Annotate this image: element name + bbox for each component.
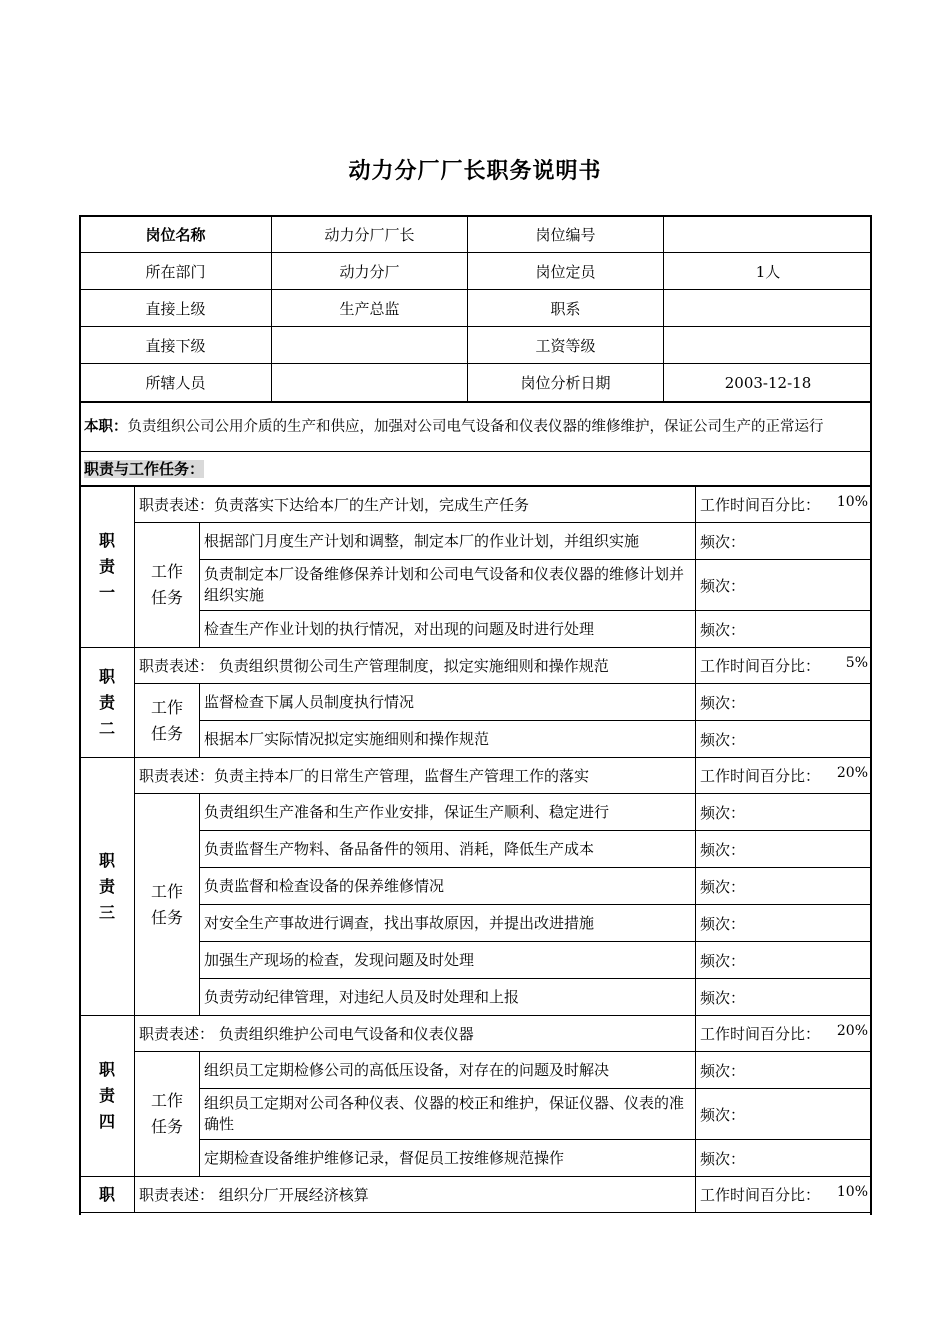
task-text: 加强生产现场的检查，发现问题及时处理	[200, 942, 696, 979]
task-label	[135, 523, 200, 648]
task-frequency: 频次：	[696, 1052, 872, 1089]
info-value-cell	[272, 364, 468, 402]
task-label-word: 任务	[150, 907, 183, 927]
task-label-word: 工作	[150, 881, 183, 901]
duty-label-char: 职	[98, 531, 115, 550]
info-label-cell: 岗位名称	[80, 216, 272, 253]
duty-label-char: 职	[98, 1060, 115, 1079]
task-text: 组织员工定期对公司各种仪表、仪器的校正和维护，保证仪器、仪表的准确性	[200, 1089, 696, 1140]
task-frequency: 频次：	[696, 1089, 872, 1140]
info-value-cell	[664, 290, 873, 327]
task-row	[80, 1052, 873, 1089]
task-label	[135, 794, 200, 1016]
info-row	[80, 290, 873, 327]
info-row	[80, 216, 873, 253]
task-frequency: 频次：	[696, 831, 872, 868]
task-frequency: 频次：	[696, 560, 872, 611]
duty-time-percent	[696, 1177, 872, 1213]
task-frequency: 频次：	[696, 611, 872, 648]
duty-label	[80, 758, 135, 1016]
duty-label	[80, 1177, 135, 1213]
duty-desc-row	[80, 1177, 873, 1213]
task-text: 负责组织生产准备和生产作业安排，保证生产顺利、稳定进行	[200, 794, 696, 831]
duty-time-percent	[696, 758, 872, 794]
task-label	[135, 1052, 200, 1177]
task-label-word: 工作	[150, 1091, 183, 1110]
task-text: 监督检查下属人员制度执行情况	[200, 684, 696, 721]
info-value-cell: 1人	[664, 253, 873, 290]
duty-label	[80, 1016, 135, 1177]
task-frequency: 频次：	[696, 523, 872, 560]
task-frequency: 频次：	[696, 868, 872, 905]
task-frequency: 频次：	[696, 684, 872, 721]
task-row	[80, 684, 873, 721]
info-row	[80, 364, 873, 402]
task-text: 负责监督生产物料、备品备件的领用、消耗，降低生产成本	[200, 831, 696, 868]
task-text: 负责劳动纪律管理，对违纪人员及时处理和上报	[200, 979, 696, 1016]
task-frequency: 频次：	[696, 942, 872, 979]
info-label-cell: 所在部门	[80, 253, 272, 290]
info-value-cell	[272, 327, 468, 364]
info-value-cell: 动力分厂厂长	[272, 216, 468, 253]
info-label-cell: 直接下级	[80, 327, 272, 364]
info-label-cell: 岗位定员	[468, 253, 664, 290]
info-value-cell: 2003-12-18	[664, 364, 873, 402]
task-label-word: 任务	[150, 588, 183, 607]
info-label-cell: 所辖人员	[80, 364, 272, 402]
duty-description: 职责表述： 组织分厂开展经济核算	[135, 1177, 696, 1213]
task-label-word: 工作	[150, 562, 183, 581]
mission-cell	[80, 403, 872, 452]
info-value-cell: 生产总监	[272, 290, 468, 327]
duty-label-char: 四	[98, 1112, 115, 1131]
duty-label-char: 二	[98, 718, 115, 738]
duty-time-percent	[696, 648, 872, 684]
duty-description: 职责表述：负责主持本厂的日常生产管理，监督生产管理工作的落实	[135, 758, 696, 794]
task-label-word: 任务	[150, 1117, 183, 1136]
time-percent-value: 5%	[845, 655, 869, 671]
duty-label	[80, 487, 135, 648]
task-text: 根据本厂实际情况拟定实施细则和操作规范	[200, 721, 696, 758]
task-label	[135, 684, 200, 758]
task-label-word: 工作	[150, 697, 183, 717]
info-value-cell	[664, 327, 873, 364]
time-percent-label: 工作时间百分比：	[700, 1025, 821, 1043]
info-row	[80, 327, 873, 364]
task-row	[80, 523, 873, 560]
info-label-cell: 岗位编号	[468, 216, 664, 253]
info-label-cell: 工资等级	[468, 327, 664, 364]
task-text: 负责监督和检查设备的保养维修情况	[200, 868, 696, 905]
info-label-cell: 岗位分析日期	[468, 364, 664, 402]
duty-label	[80, 648, 135, 758]
time-percent-label: 工作时间百分比：	[700, 496, 821, 514]
task-frequency: 频次：	[696, 794, 872, 831]
task-frequency: 频次：	[696, 1140, 872, 1177]
time-percent-value: 20%	[836, 765, 869, 781]
info-label-cell: 职系	[468, 290, 664, 327]
duties-table	[79, 486, 872, 1213]
mission-table	[79, 402, 872, 486]
task-text: 定期检查设备维护维修记录，督促员工按维修规范操作	[200, 1140, 696, 1177]
time-percent-value: 10%	[836, 494, 869, 510]
duty-label-char: 三	[98, 902, 115, 922]
job-description-form	[79, 215, 872, 1215]
task-text: 负责制定本厂设备维修保养计划和公司电气设备和仪表仪器的维修计划并组织实施	[200, 560, 696, 611]
time-percent-label: 工作时间百分比：	[700, 657, 821, 675]
mission-text: 负责组织公司公用介质的生产和供应，加强对公司电气设备和仪表仪器的维修维护，保证公司生产的正常运行	[127, 419, 824, 435]
duty-label-char: 职	[98, 1184, 115, 1204]
time-percent-label: 工作时间百分比：	[700, 767, 821, 785]
duty-desc-row	[80, 1016, 873, 1052]
task-frequency: 频次：	[696, 979, 872, 1016]
duty-label-char: 责	[98, 557, 115, 576]
task-frequency: 频次：	[696, 721, 872, 758]
task-text: 检查生产作业计划的执行情况，对出现的问题及时进行处理	[200, 611, 696, 648]
duty-desc-row	[80, 487, 873, 523]
task-row	[80, 794, 873, 831]
duties-header	[80, 452, 872, 486]
duty-time-percent	[696, 487, 872, 523]
duty-label-char: 一	[98, 583, 115, 602]
duty-label-char: 责	[98, 1086, 115, 1105]
task-text: 组织员工定期检修公司的高低压设备，对存在的问题及时解决	[200, 1052, 696, 1089]
time-percent-value: 20%	[836, 1023, 869, 1039]
info-value-cell	[664, 216, 873, 253]
document-title: 动力分厂厂长职务说明书	[348, 159, 602, 184]
mission-label: 本职：	[84, 419, 128, 435]
info-table	[79, 215, 872, 402]
duties-header-text: 职责与工作任务：	[84, 460, 205, 478]
info-value-cell: 动力分厂	[272, 253, 468, 290]
duty-label-char: 责	[98, 876, 115, 896]
duty-label-char: 职	[98, 850, 115, 870]
duty-description: 职责表述：负责落实下达给本厂的生产计划，完成生产任务	[135, 487, 696, 523]
duty-label-char: 责	[98, 692, 115, 712]
duty-description: 职责表述： 负责组织维护公司电气设备和仪表仪器	[135, 1016, 696, 1052]
duty-label-char: 职	[98, 666, 115, 686]
info-row	[80, 253, 873, 290]
duty-desc-row	[80, 758, 873, 794]
duty-desc-row	[80, 648, 873, 684]
time-percent-label: 工作时间百分比：	[700, 1186, 821, 1204]
time-percent-value: 10%	[836, 1184, 869, 1200]
task-label-word: 任务	[150, 723, 183, 743]
duty-description: 职责表述： 负责组织贯彻公司生产管理制度，拟定实施细则和操作规范	[135, 648, 696, 684]
task-frequency: 频次：	[696, 905, 872, 942]
task-text: 对安全生产事故进行调查，找出事故原因，并提出改进措施	[200, 905, 696, 942]
info-label-cell: 直接上级	[80, 290, 272, 327]
duty-time-percent	[696, 1016, 872, 1052]
task-text: 根据部门月度生产计划和调整，制定本厂的作业计划，并组织实施	[200, 523, 696, 560]
